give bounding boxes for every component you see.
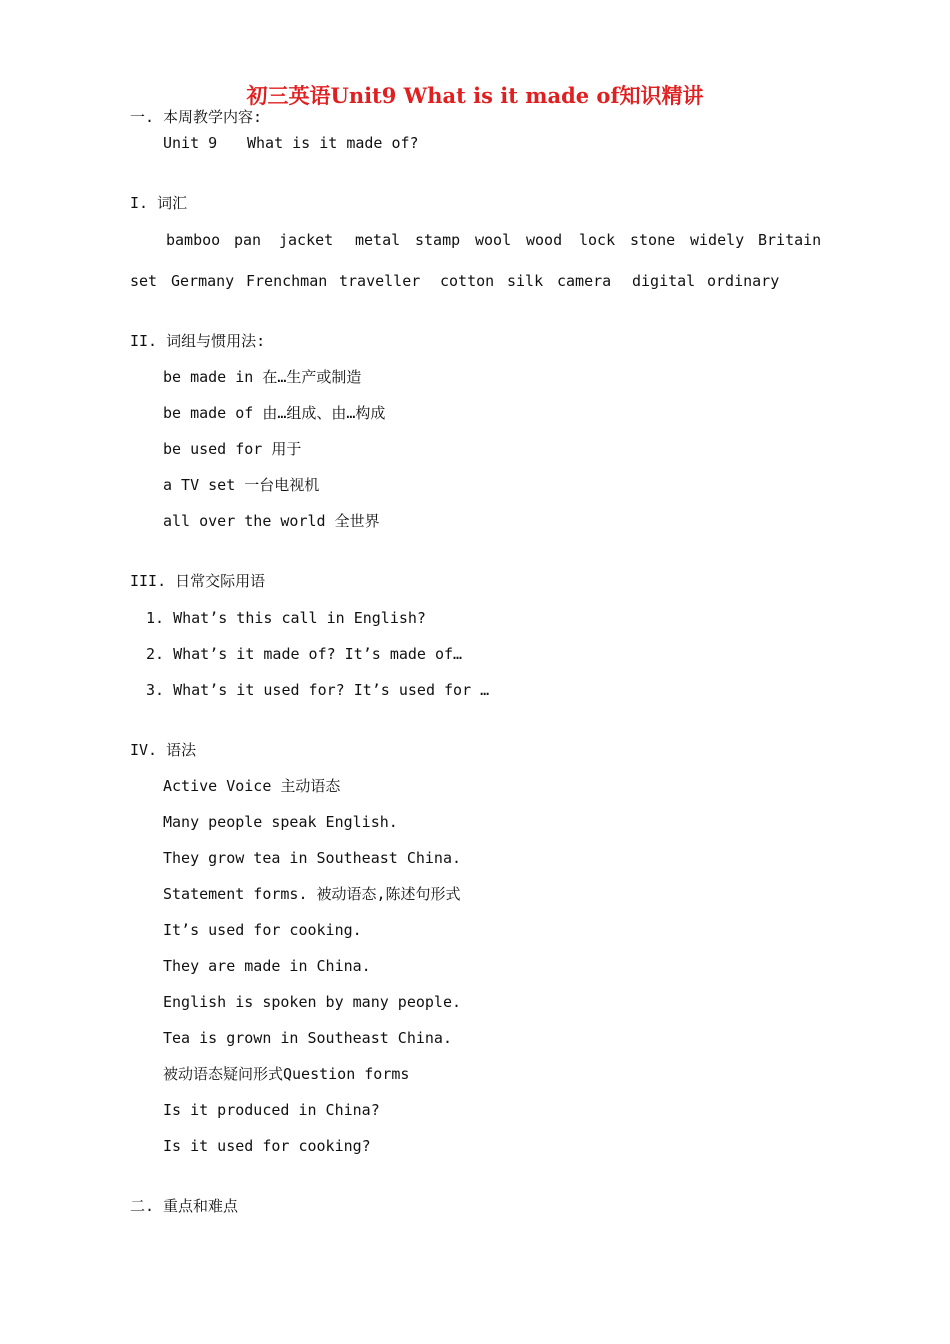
vocab-word: metal — [355, 231, 401, 249]
section-heading-teaching-content: 一. 本周教学内容: — [130, 108, 263, 126]
vocab-word: cotton — [440, 272, 495, 290]
vocab-word: traveller — [339, 272, 421, 290]
vocab-word: wool — [475, 231, 512, 249]
grammar-line: Statement forms. 被动语态,陈述句形式 — [163, 885, 461, 903]
grammar-line: They grow tea in Southeast China. — [163, 849, 462, 867]
vocab-word: wood — [526, 231, 563, 249]
section-heading-phrases: II. 词组与惯用法: — [130, 332, 266, 350]
vocab-word: lock — [579, 231, 616, 249]
page-title: 初三英语Unit9 What is it made of知识精讲 — [246, 83, 704, 108]
section-heading-vocabulary: I. 词汇 — [130, 194, 188, 212]
vocab-word: bamboo — [166, 231, 221, 249]
grammar-line: English is spoken by many people. — [163, 993, 462, 1011]
phrase-item: be used for 用于 — [163, 440, 302, 458]
vocab-word: ordinary — [707, 272, 780, 290]
expression-item: 1. What’s this call in English? — [146, 609, 426, 627]
expression-item: 3. What’s it used for? It’s used for … — [146, 681, 490, 699]
vocab-word: set — [130, 272, 158, 290]
grammar-line: 被动语态疑问形式Question forms — [163, 1065, 410, 1083]
grammar-line: It’s used for cooking. — [163, 921, 362, 939]
vocab-word: stamp — [415, 231, 461, 249]
vocab-word: silk — [507, 272, 544, 290]
vocab-word: pan — [234, 231, 262, 249]
grammar-line: Is it produced in China? — [163, 1101, 380, 1119]
vocab-word: Britain — [758, 231, 822, 249]
grammar-line: Tea is grown in Southeast China. — [163, 1029, 452, 1047]
section-heading-daily-expressions: III. 日常交际用语 — [130, 572, 266, 590]
vocab-word: jacket — [279, 231, 334, 249]
grammar-line: They are made in China. — [163, 957, 371, 975]
vocab-word: Frenchman — [246, 272, 328, 290]
unit-title: What is it made of? — [247, 134, 419, 152]
vocab-word: widely — [690, 231, 745, 249]
vocab-word: camera — [557, 272, 612, 290]
phrase-item: a TV set 一台电视机 — [163, 476, 320, 494]
phrase-item: all over the world 全世界 — [163, 512, 380, 530]
vocab-word: stone — [630, 231, 676, 249]
section-heading-grammar: IV. 语法 — [130, 741, 197, 759]
expression-item: 2. What’s it made of? It’s made of… — [146, 645, 463, 663]
phrase-item: be made of 由…组成、由…构成 — [163, 404, 386, 422]
grammar-line: Many people speak English. — [163, 813, 398, 831]
phrase-item: be made in 在…生产或制造 — [163, 368, 362, 386]
section-heading-key-points: 二. 重点和难点 — [130, 1197, 239, 1215]
unit-number: Unit 9 — [163, 134, 218, 152]
grammar-line: Active Voice 主动语态 — [163, 777, 341, 795]
vocab-word: digital — [632, 272, 696, 290]
grammar-line: Is it used for cooking? — [163, 1137, 371, 1155]
vocab-word: Germany — [171, 272, 235, 290]
